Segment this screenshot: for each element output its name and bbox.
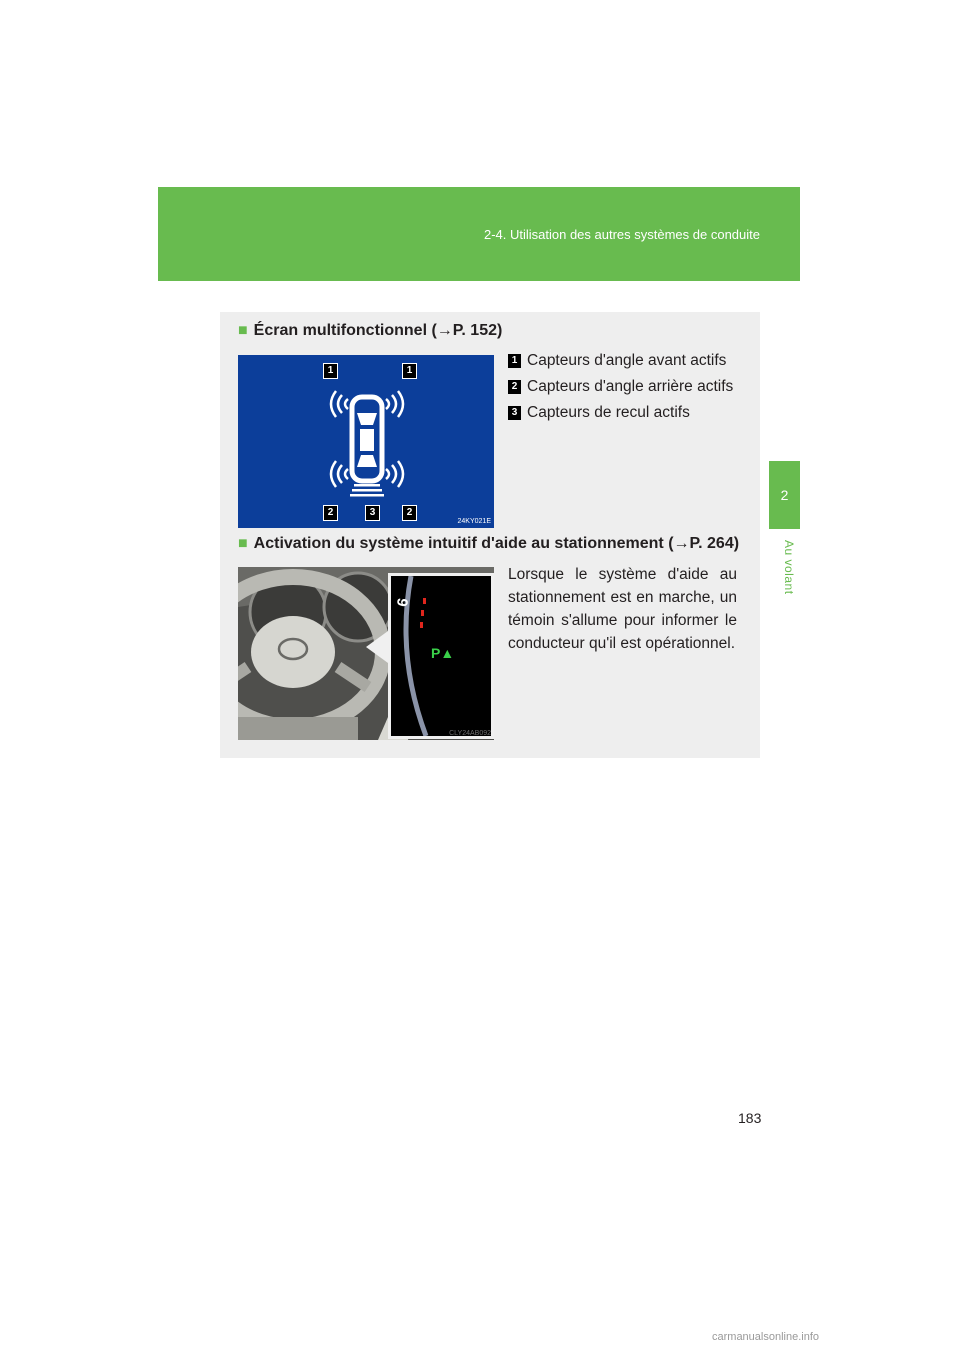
multifunction-display-image xyxy=(238,355,494,528)
image-code: CLY24AB092 xyxy=(449,730,491,737)
section-title-parking-assist xyxy=(238,535,739,553)
arrow-icon: → xyxy=(673,535,690,552)
car-icon xyxy=(352,397,382,481)
front-right-sensor-waves xyxy=(386,391,403,417)
section-marker: ■ xyxy=(238,535,248,552)
legend-item xyxy=(508,350,738,372)
back-sensor-badge: 3 xyxy=(366,506,379,520)
legend-text: Capteurs d'angle avant actifs xyxy=(527,352,727,369)
legend-text: Capteurs d'angle arrière actifs xyxy=(527,378,734,395)
rear-corner-badge: 2 xyxy=(403,506,416,520)
page-number: 183 xyxy=(738,1110,762,1126)
front-corner-badge: 1 xyxy=(403,364,416,378)
sensor-legend xyxy=(508,350,738,428)
indicator-letter: P xyxy=(431,645,441,661)
chapter-tab xyxy=(769,461,800,529)
image-code: 24KY021E xyxy=(457,518,491,525)
gauge-digit: 6 xyxy=(394,596,413,609)
legend-item xyxy=(508,376,738,398)
parking-assist-description: Lorsque le système d'aide au stationnement est en marche, un témoin s'allume pour informer le conducteur qu'il est opérationnel. xyxy=(508,566,737,652)
section-title-text: Activation du système intuitif d'aide au stationnement ( xyxy=(253,535,674,552)
chapter-label: Au volant xyxy=(782,540,796,595)
chapter-number: 2 xyxy=(780,487,789,503)
legend-number: 3 xyxy=(508,406,521,420)
section-title-text: Écran multifonctionnel ( xyxy=(253,322,437,339)
callout-pointer xyxy=(238,567,494,740)
front-left-sensor-waves xyxy=(331,391,348,417)
legend-number: 1 xyxy=(508,354,521,368)
legend-text: Capteurs de recul actifs xyxy=(527,404,690,421)
arrow-icon: → xyxy=(436,322,453,339)
page-ref-link[interactable]: P. 264) xyxy=(689,535,740,552)
rear-right-sensor-waves xyxy=(386,461,403,487)
header-title: 2-4. Utilisation des autres systèmes de conduite xyxy=(483,227,760,242)
chapter-header xyxy=(158,187,800,281)
legend-number: 2 xyxy=(508,380,521,394)
section-title-multifunction xyxy=(238,322,502,340)
legend-item xyxy=(508,402,738,424)
front-corner-badge: 1 xyxy=(324,364,337,378)
section-marker: ■ xyxy=(238,322,248,339)
page-ref-link[interactable]: P. 152) xyxy=(452,322,503,339)
back-sensor-bars xyxy=(350,484,384,497)
rear-corner-badge: 2 xyxy=(324,506,337,520)
parking-sensor-graphic xyxy=(238,355,494,528)
steering-wheel-photo xyxy=(238,567,494,740)
rear-left-sensor-waves xyxy=(331,461,348,487)
watermark: carmanualsonline.info xyxy=(712,1331,820,1343)
car-indicator-icon: ▲ xyxy=(440,645,455,661)
